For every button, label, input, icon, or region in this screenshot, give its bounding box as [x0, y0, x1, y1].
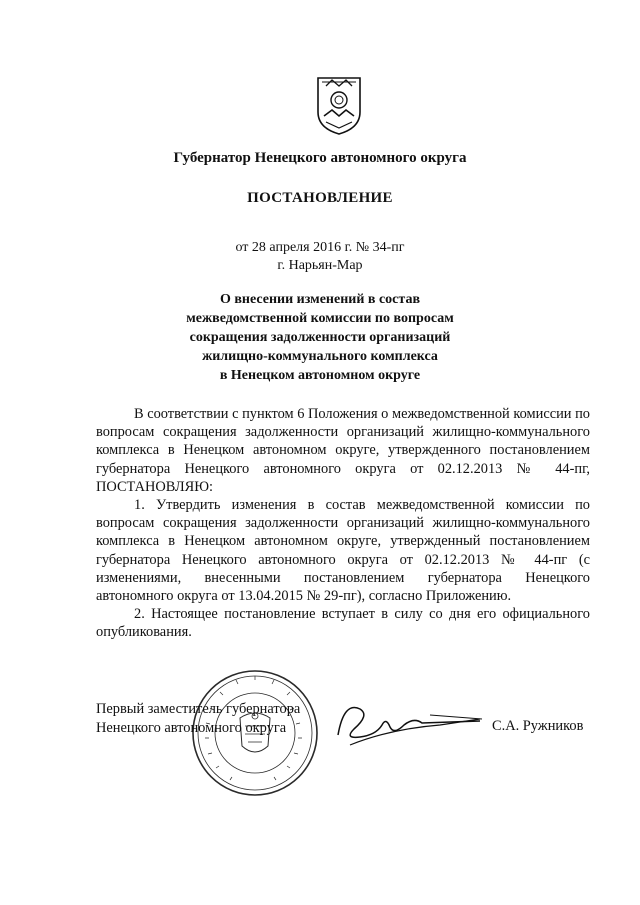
title-line: жилищно-коммунального комплекса	[202, 349, 438, 364]
organization-heading: Губернатор Ненецкого автономного округа	[173, 150, 467, 166]
title-line: в Ненецком автономном округе	[219, 368, 421, 383]
document-title	[0, 290, 640, 385]
signatory-position-line: Первый заместитель губернатора	[96, 701, 301, 717]
city-line: г. Нарьян-Мар	[277, 258, 363, 273]
document-type-heading: ПОСТАНОВЛЕНИЕ	[247, 190, 393, 206]
handwritten-signature-icon	[330, 695, 490, 755]
body-paragraph: В соответствии с пунктом 6 Положения о межведомственной комиссии по вопросам сокращения задолженности организаций жилищно-коммунального комплекса в Ненецком автономном округе, утвержденного постановлением губернатора Ненецкого автономного округа от 02.12.2013 № 44-пг, ПОСТАНОВЛЯЮ:	[96, 406, 591, 495]
body-paragraph: 2. Настоящее постановление вступает в силу со дня его официального опубликования.	[96, 606, 590, 641]
signatory-name: С.А. Ружников	[492, 718, 584, 734]
title-line: О внесении изменений в состав	[219, 292, 421, 307]
signatory-position-line: Ненецкого автономного округа	[96, 719, 287, 736]
coat-of-arms-icon	[314, 72, 364, 136]
title-line: сокращения задолженности организаций	[189, 330, 451, 345]
body-paragraph: 1. Утвердить изменения в состав межведомственной комиссии по вопросам сокращения задолженности организаций жилищно-коммунального комплекса в Ненецком автономном округе, утвержденный постановлением губернатора Ненецкого автономного округа от 02.12.2013 № 44-пг (с изменениями, внесенными постановлением губернатора Ненецкого автономного округа от 13.04.2015 № 29-пг), согласно Приложению.	[96, 497, 590, 605]
date-and-number: от 28 апреля 2016 г. № 34-пг	[235, 240, 405, 255]
document-body	[96, 405, 590, 642]
title-line: межведомственной комиссии по вопросам	[186, 311, 454, 326]
signatory-position	[96, 700, 300, 737]
